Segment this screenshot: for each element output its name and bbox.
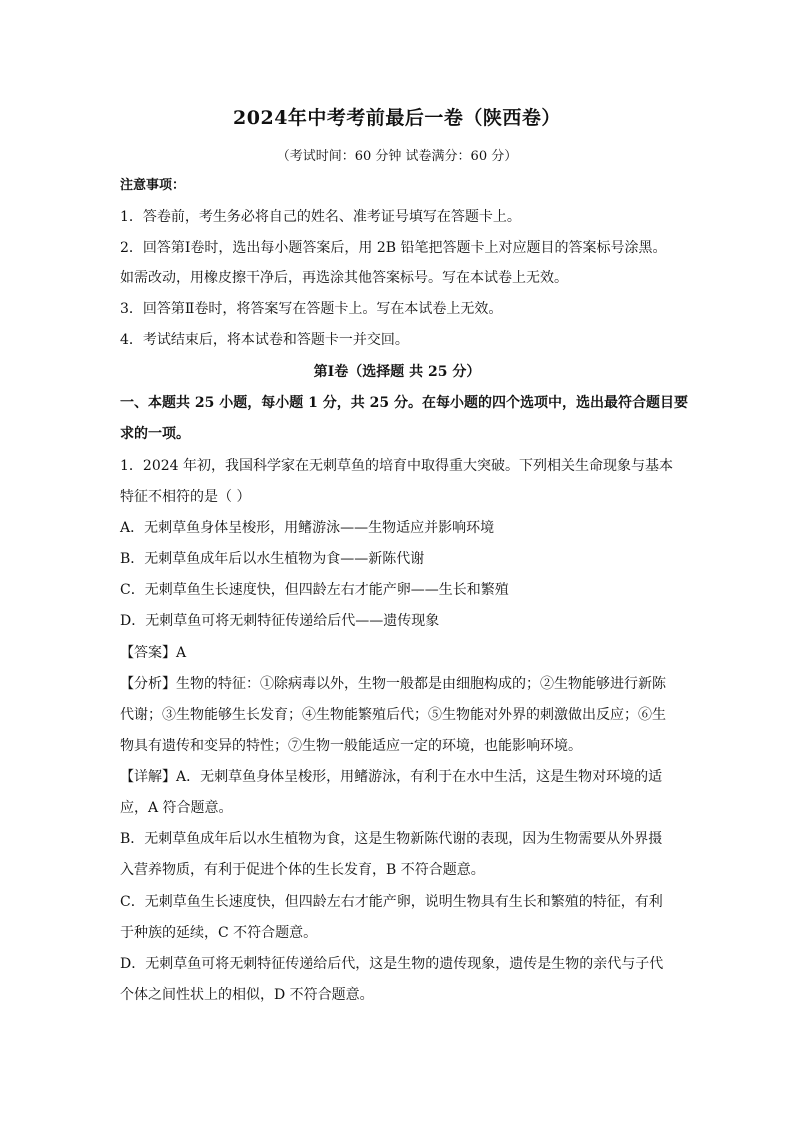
question-stem: 特征不相符的是（ ） <box>120 489 251 505</box>
explanation-text: D．无刺草鱼可将无刺特征传递给后代，这是生物的遗传现象，遗传是生物的亲代与子代 <box>120 956 664 972</box>
question-stem: 1．2024 年初，我国科学家在无刺草鱼的培育中取得重大突破。下列相关生命现象与基本 <box>120 458 673 474</box>
section-instruction: 一、本题共 25 小题，每小题 1 分，共 25 分。在每小题的四个选项中，选出最符合题目要 <box>120 395 688 411</box>
explanation-text: C．无刺草鱼生长速度快，但四龄左右才能产卵，说明生物具有生长和繁殖的特征，有利 <box>120 894 663 910</box>
option-d: D．无刺草鱼可将无刺特征传递给后代——遗传现象 <box>120 613 440 629</box>
option-c: C．无刺草鱼生长速度快，但四龄左右才能产卵——生长和繁殖 <box>120 582 509 598</box>
notice-item: 2．回答第Ⅰ卷时，选出每小题答案后，用 2B 铅笔把答题卡上对应题目的答案标号涂黑。 <box>120 240 667 256</box>
notice-item: 1．答卷前，考生务必将自己的姓名、准考证号填写在答题卡上。 <box>120 209 521 225</box>
option-b: B．无刺草鱼成年后以水生植物为食——新陈代谢 <box>120 551 425 567</box>
page-title: 2024年中考考前最后一卷（陕西卷） <box>233 107 561 129</box>
exam-info: （考试时间：60 分钟 试卷满分：60 分） <box>276 149 518 164</box>
notice-item: 4．考试结束后，将本试卷和答题卡一并交回。 <box>120 332 409 348</box>
notice-item: 如需改动，用橡皮擦干净后，再选涂其他答案标号。写在本试卷上无效。 <box>120 270 568 286</box>
explanation-text: 于种族的延续，C 不符合题意。 <box>120 925 318 941</box>
answer: 【答案】A <box>120 645 187 661</box>
analysis-text: 【分析】生物的特征：①除病毒以外，生物一般都是由细胞构成的；②生物能够进行新陈 <box>120 676 666 692</box>
explanation-text: 【详解】A．无刺草鱼身体呈梭形，用鳍游泳，有利于在水中生活，这是生物对环境的适 <box>120 769 663 785</box>
explanation-text: 个体之间性状上的相似，D 不符合题意。 <box>120 987 374 1003</box>
option-a: A．无刺草鱼身体呈梭形，用鳍游泳——生物适应并影响环境 <box>120 520 495 536</box>
explanation-text: B．无刺草鱼成年后以水生植物为食，这是生物新陈代谢的表现，因为生物需要从外界摄 <box>120 831 663 847</box>
analysis-text: 物具有遗传和变异的特性；⑦生物一般能适应一定的环境，也能影响环境。 <box>120 738 582 754</box>
section-instruction: 求的一项。 <box>120 426 190 442</box>
analysis-text: 代谢；③生物能够生长发育；④生物能繁殖后代；⑤生物能对外界的刺激做出反应；⑥生 <box>120 707 666 723</box>
explanation-text: 入营养物质，有利于促进个体的生长发育，B 不符合题意。 <box>120 862 485 878</box>
notice-item: 3．回答第Ⅱ卷时，将答案写在答题卡上。写在本试卷上无效。 <box>120 301 503 317</box>
notice-heading: 注意事项： <box>120 178 186 193</box>
section-title: 第Ⅰ卷（选择题 共 25 分） <box>313 364 481 380</box>
explanation-text: 应，A 符合题意。 <box>120 800 233 816</box>
